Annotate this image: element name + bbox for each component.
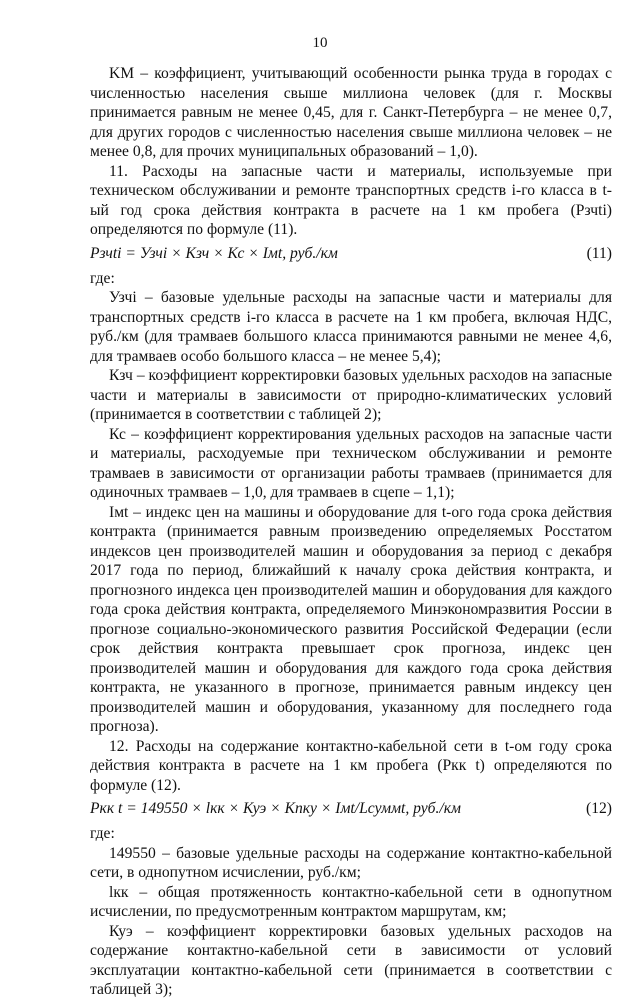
definition-149550: 149550 – базовые удельные расходы на содержание контактно-кабельной сети, в однопутном исчислении, руб./км; [90,844,612,881]
formula-11-expression: Рзчti = Узчi × Кзч × Кс × Iмt, руб./км [90,244,338,262]
definition-lkk: lкк – общая протяженность контактно-кабельной сети в однопутном исчислении, по предусмотренным контрактом маршрутам, км; [90,883,612,920]
formula-11-number: (11) [586,244,612,262]
formula-12 [90,798,612,820]
paragraph-12-catenary: 12. Расходы на содержание контактно-кабельной сети в t-ом году срока действия контракта в расчете на 1 км пробега (Ркк t) определяются по формуле (12). [90,737,612,794]
where-label: где: [90,269,115,287]
definition-kc: Кс – коэффициент корректирования удельных расходов на запасные части и материалы, расходуемые при техническом обслуживании и ремонте трамваев в зависимости от организации работы трамваев (принимается для одиночных трамваев – 1,0, для трамваев в сцепе – 1,1); [90,425,612,501]
definition-kzch: Кзч – коэффициент корректировки базовых удельных расходов на запасные части и материалы в зависимости от природно-климатических условий (принимается в соответствии с таблицей 2); [90,367,612,423]
definition-uzchi: Узчi – базовые удельные расходы на запасные части и материалы для транспортных средств i-го класса в расчете на 1 км пробега, включая НДС, руб./км (для трамваев большого класса принимаются равными не менее 4,6, для трамваев особо большого класса – не менее 5,4); [90,289,612,365]
page-number: 10 [312,35,328,51]
formula-12-expression: Ркк t = 149550 × lкк × Куэ × Кпку × Iмt/Lсуммt, руб./км [90,800,461,817]
formula-12-number: (12) [586,800,612,817]
document-body [90,64,612,1000]
definition-kue: Куэ – коэффициент корректировки базовых удельных расходов на содержание контактно-кабельной сети в зависимости от условий эксплуатации контактно-кабельной сети (принимается в соответствии с таблицей 3); [90,922,612,998]
definition-imt: Iмt – индекс цен на машины и оборудование для t-ого года срока действия контракта (принимается равным произведению определяемых Росстатом индексов цен производителей машин и оборудования за период с декабря 2017 года по период, ближайший к началу срока действия контракта, и прогнозного индекса цен производителей машин и оборудования для каждого года срока действия контракта, определяемого Минэкономразвития России в прогнозе социально-экономического развития Российской Федерации (если срок действия контракта превышает срок прогноза, индекс цен производителей машин и оборудования для каждого года срока действия контракта, не указанного в прогнозе, принимается равным индексу цен производителей машин и оборудования, указанному для последнего года прогноза). [90,503,612,735]
formula-11 [90,243,612,265]
where-label-2: где: [90,825,115,842]
paragraph-11-spare-parts: 11. Расходы на запасные части и материалы, используемые при техническом обслуживании и ремонте транспортных средств i-го класса в t-ый год срока действия контракта в расчете на 1 км пробега (Рзчti) определяются по формуле (11). [90,162,613,238]
paragraph-km-coefficient: KM – коэффициент, учитывающий особенности рынка труда в городах с численностью населения свыше миллиона человек (для г. Москвы принимается равным не менее 0,45, для г. Санкт-Петербурга – не менее 0,7, для других городов с численностью населения свыше миллиона человек – не менее 0,8, для прочих муниципальных образований – 1,0). [90,65,612,160]
